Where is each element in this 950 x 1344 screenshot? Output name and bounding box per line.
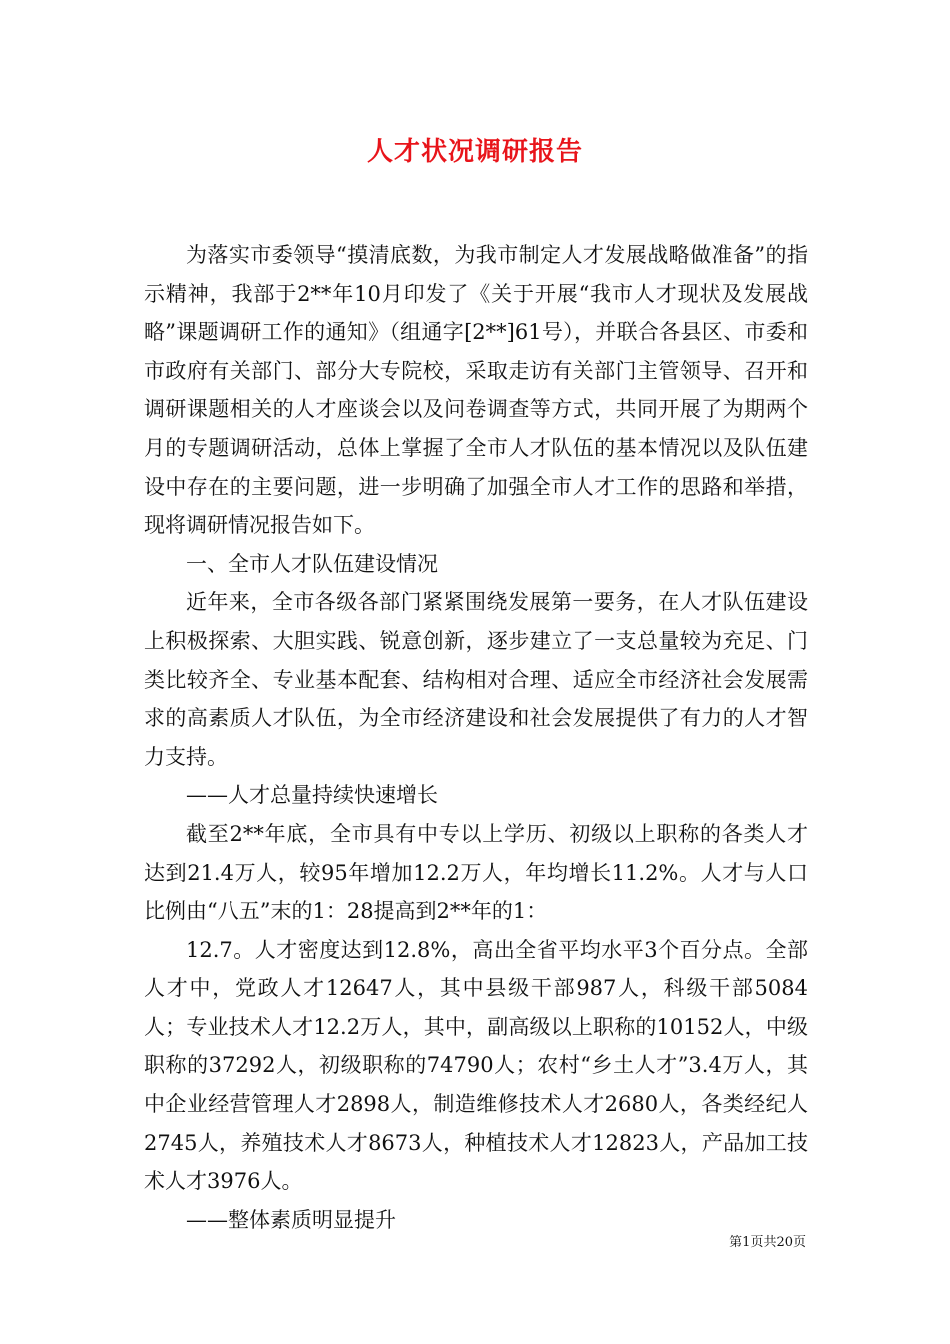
paragraph-density-stats: 12.7。人才密度达到12.8%，高出全省平均水平3个百分点。全部人才中，党政人才12647人，其中县级干部987人，科级干部5084人；专业技术人才12.2万人，其中，副高级以上职称的10152人，中级职称的37292人，初级职称的74790人；农村“乡土人才”3.4万人，其中企业经营管理人才2898人，制造维修技术人才2680人，各类经纪人2745人，养殖技术人才8673人，种植技术人才12823人，产品加工技术人才3976人。 xyxy=(144,937,808,1194)
paragraph-overview: 近年来，全市各级各部门紧紧围绕发展第一要务，在人才队伍建设上积极探索、大胆实践、锐意创新，逐步建立了一支总量较为充足、门类比较齐全、专业基本配套、结构相对合理、适应全市经济社会发展需求的高素质人才队伍，为全市经济建设和社会发展提供了有力的人才智力支持。 xyxy=(144,590,808,769)
page-number: 第1页共20页 xyxy=(729,1235,806,1250)
document-body xyxy=(144,236,808,1239)
paragraph-intro: 为落实市委领导“摸清底数，为我市制定人才发展战略做准备”的指示精神，我部于2**年10月印发了《关于开展“我市人才现状及发展战略”课题调研工作的通知》（组通字[2**]61号），并联合各县区、市委和市政府有关部门、部分大专院校，采取走访有关部门主管领导、召开和调研课题相关的人才座谈会以及问卷调查等方式，共同开展了为期两个月的专题调研活动，总体上掌握了全市人才队伍的基本情况以及队伍建设中存在的主要问题，进一步明确了加强全市人才工作的思路和举措，现将调研情况报告如下。 xyxy=(144,243,808,538)
document-title: 人才状况调研报告 xyxy=(366,137,583,167)
subheading-total-growth: ——人才总量持续快速增长 xyxy=(186,783,438,808)
section-heading: 一、全市人才队伍建设情况 xyxy=(186,551,438,576)
subheading-quality: ——整体素质明显提升 xyxy=(186,1207,396,1232)
paragraph-total-stats: 截至2**年底，全市具有中专以上学历、初级以上职称的各类人才达到21.4万人，较95年增加12.2万人，年均增长11.2%。人才与人口比例由“八五”末的1：28提高到2**年的1： xyxy=(144,821,808,924)
